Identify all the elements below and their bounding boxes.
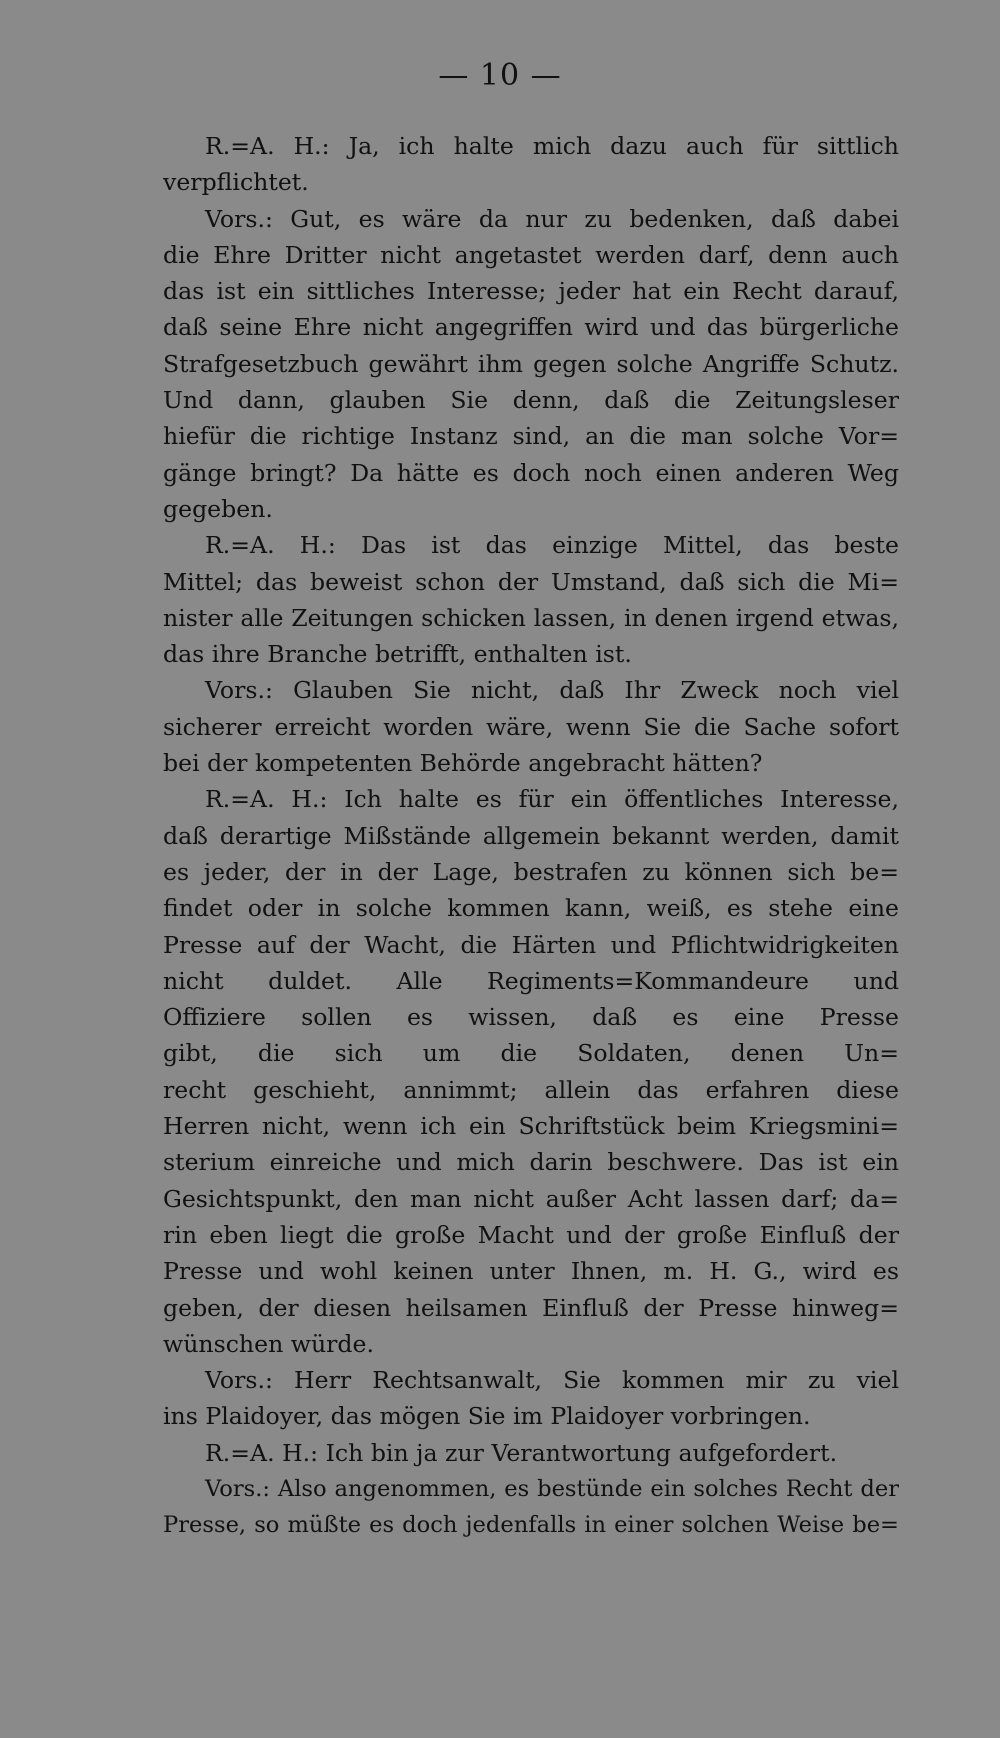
text-line: Offiziere sollen es wissen, daß es eine Presse <box>163 1003 899 1032</box>
text-line: findet oder in solche kommen kann, weiß, es stehe eine <box>163 894 899 923</box>
text-line: es jeder, der in der Lage, bestrafen zu können sich be= <box>163 857 899 886</box>
text-line: Mittel; das beweist schon der Umstand, daß sich die Mi= <box>163 567 899 596</box>
text-line: Presse auf der Wacht, die Härten und Pflichtwidrigkeiten <box>163 930 899 959</box>
text-line: das ist ein sittliches Interesse; jeder hat ein Recht darauf, <box>163 277 899 306</box>
text-line: Presse, so müßte es doch jedenfalls in einer solchen Weise be= <box>163 1512 899 1539</box>
text-line: daß seine Ehre nicht angegriffen wird und das bürgerliche <box>163 313 899 342</box>
text-line: Presse und wohl keinen unter Ihnen, m. H. G., wird es <box>163 1257 899 1286</box>
text-line: hiefür die richtige Instanz sind, an die man solche Vor= <box>163 422 899 451</box>
text-line: Vors.: Also angenommen, es bestünde ein solches Recht der <box>205 1475 899 1502</box>
text-line: bei der kompetenten Behörde angebracht hätten? <box>163 749 763 778</box>
text-line: Und dann, glauben Sie denn, daß die Zeitungsleser <box>163 386 899 415</box>
text-line: R.=A. H.: Das ist das einzige Mittel, das beste <box>205 531 899 560</box>
text-line: Vors.: Gut, es wäre da nur zu bedenken, daß dabei <box>205 204 899 233</box>
text-line: das ihre Branche betrifft, enthalten ist. <box>163 640 632 669</box>
text-line: geben, der diesen heilsamen Einfluß der Presse hinweg= <box>163 1293 899 1322</box>
text-line: Herren nicht, wenn ich ein Schriftstück beim Kriegsmini= <box>163 1112 899 1141</box>
text-line: recht geschieht, annimmt; allein das erfahren diese <box>163 1075 899 1104</box>
text-line: R.=A. H.: Ich bin ja zur Verantwortung aufgefordert. <box>205 1438 838 1467</box>
text-line: verpflichtet. <box>163 168 309 197</box>
text-line: daß derartige Mißstände allgemein bekannt werden, damit <box>163 821 899 850</box>
text-line: ins Plaidoyer, das mögen Sie im Plaidoyer vorbringen. <box>163 1402 811 1431</box>
text-line: wünschen würde. <box>163 1329 374 1358</box>
text-line: Vors.: Glauben Sie nicht, daß Ihr Zweck noch viel <box>205 676 899 705</box>
text-line: Vors.: Herr Rechtsanwalt, Sie kommen mir zu viel <box>205 1366 899 1395</box>
text-line: die Ehre Dritter nicht angetastet werden darf, denn auch <box>163 240 899 269</box>
text-line: R.=A. H.: Ich halte es für ein öffentliches Interesse, <box>205 785 899 814</box>
text-line: nister alle Zeitungen schicken lassen, in denen irgend etwas, <box>163 603 899 632</box>
text-line: sterium einreiche und mich darin beschwere. Das ist ein <box>163 1148 899 1177</box>
text-line: rin eben liegt die große Macht und der große Einfluß der <box>163 1220 899 1249</box>
page-number: — 10 — <box>438 58 562 93</box>
text-line: gänge bringt? Da hätte es doch noch einen anderen Weg <box>163 458 899 487</box>
text-line: gegeben. <box>163 494 273 523</box>
text-line: nicht duldet. Alle Regiments=Kommandeure und <box>163 966 899 995</box>
body-text <box>163 128 899 1544</box>
text-line: gibt, die sich um die Soldaten, denen Un= <box>163 1039 899 1068</box>
text-line: Strafgesetzbuch gewährt ihm gegen solche Angriffe Schutz. <box>163 349 899 378</box>
text-line: R.=A. H.: Ja, ich halte mich dazu auch für sittlich <box>205 132 899 160</box>
text-line: Gesichtspunkt, den man nicht außer Acht lassen darf; da= <box>163 1184 899 1213</box>
text-line: sicherer erreicht worden wäre, wenn Sie die Sache sofort <box>163 712 899 741</box>
